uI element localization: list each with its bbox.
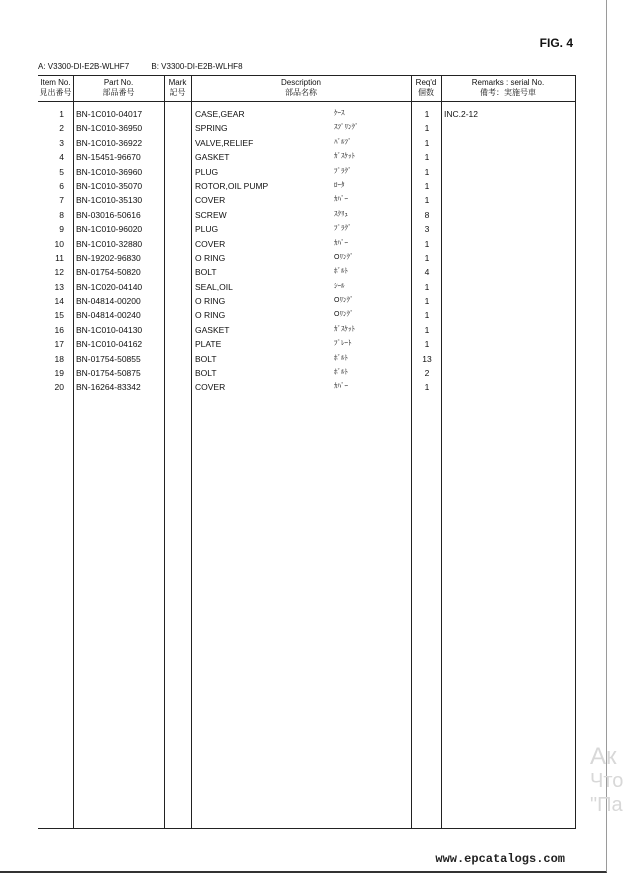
katakana-cell: ﾎﾞﾙﾄ	[334, 268, 348, 276]
table-row	[38, 352, 575, 366]
header-mark: Mark 記号	[168, 78, 187, 97]
katakana-cell: Oﾘﾝｸﾞ	[334, 311, 354, 319]
quantity-cell: 1	[424, 382, 430, 393]
parts-rows	[38, 107, 575, 395]
description-cell: BOLT	[195, 267, 217, 278]
part-no-cell: BN-03016-50616	[76, 209, 141, 220]
quantity-cell: 1	[424, 339, 430, 350]
table-row	[38, 150, 575, 164]
header-item-no: Item No. 見出番号	[39, 78, 72, 97]
katakana-cell: ﾌﾟﾗｸﾞ	[334, 167, 352, 175]
item-no-cell: 17	[54, 339, 64, 350]
table-row	[38, 136, 575, 150]
part-no-cell: BN-1C010-36922	[76, 137, 143, 148]
table-row	[38, 165, 575, 179]
part-no-cell: BN-16264-83342	[76, 382, 141, 393]
table-row	[38, 337, 575, 351]
description-cell: COVER	[195, 195, 226, 206]
part-no-cell: BN-19202-96830	[76, 252, 141, 263]
quantity-cell: 3	[424, 224, 430, 235]
description-cell: O RING	[195, 252, 226, 263]
item-no-cell: 4	[59, 152, 64, 163]
quantity-cell: 1	[424, 166, 430, 177]
katakana-cell: ｶﾊﾞｰ	[334, 196, 348, 204]
table-row	[38, 294, 575, 308]
item-no-cell: 3	[59, 137, 64, 148]
description-cell: VALVE,RELIEF	[195, 137, 254, 148]
item-no-cell: 18	[54, 353, 64, 364]
part-no-cell: BN-1C010-04017	[76, 109, 143, 119]
item-no-cell: 20	[54, 382, 64, 393]
quantity-cell: 1	[424, 296, 430, 307]
model-a: A: V3300-DI-E2B-WLHF7	[38, 62, 130, 71]
item-no-cell: 9	[59, 224, 64, 235]
katakana-cell: ﾌﾟﾚｰﾄ	[334, 340, 352, 348]
description-cell: PLUG	[195, 224, 219, 235]
quantity-cell: 1	[424, 152, 430, 163]
part-no-cell: BN-1C010-35130	[76, 195, 143, 206]
quantity-cell: 1	[424, 123, 430, 134]
part-no-cell: BN-1C010-96020	[76, 224, 143, 235]
katakana-cell: ｼｰﾙ	[334, 282, 345, 290]
part-no-cell: BN-1C010-04130	[76, 324, 143, 335]
description-cell: SCREW	[195, 209, 227, 220]
table-row	[38, 208, 575, 222]
item-no-cell: 10	[54, 238, 64, 249]
quantity-cell: 1	[424, 137, 430, 148]
part-no-cell: BN-01754-50875	[76, 368, 141, 379]
header-reqd: Req'd 個数	[415, 78, 437, 97]
table-row	[38, 193, 575, 207]
part-no-cell: BN-04814-00200	[76, 296, 141, 307]
quantity-cell: 1	[424, 180, 430, 191]
katakana-cell: ｽｸﾘｭ	[334, 210, 348, 218]
katakana-cell: Oﾘﾝｸﾞ	[334, 297, 354, 305]
table-row	[38, 366, 575, 380]
figure-label: FIG. 4	[539, 36, 573, 50]
table-row	[38, 265, 575, 279]
table-row	[38, 179, 575, 193]
model-b: B: V3300-DI-E2B-WLHF8	[151, 62, 243, 71]
description-cell: PLUG	[195, 166, 219, 177]
description-cell: ROTOR,OIL PUMP	[195, 180, 269, 191]
part-no-cell: BN-1C020-04140	[76, 281, 143, 292]
quantity-cell: 1	[424, 281, 430, 292]
katakana-cell: ﾌﾟﾗｸﾞ	[334, 225, 352, 233]
katakana-cell: Oﾘﾝｸﾞ	[334, 253, 354, 261]
quantity-cell: 8	[424, 209, 430, 220]
model-list	[38, 62, 243, 71]
part-no-cell: BN-01754-50855	[76, 353, 141, 364]
item-no-cell: 19	[54, 368, 64, 379]
table-row	[38, 237, 575, 251]
katakana-cell: ﾊﾞﾙﾌﾞ	[334, 138, 352, 146]
item-no-cell: 1	[59, 109, 64, 119]
part-no-cell: BN-1C010-36950	[76, 123, 143, 134]
quantity-cell: 1	[424, 109, 430, 119]
quantity-cell: 13	[422, 353, 432, 364]
description-cell: COVER	[195, 382, 226, 393]
part-no-cell: BN-04814-00240	[76, 310, 141, 321]
description-cell: PLATE	[195, 339, 222, 350]
katakana-cell: ﾎﾞﾙﾄ	[334, 369, 348, 377]
description-cell: CASE,GEAR	[195, 109, 245, 119]
quantity-cell: 1	[424, 310, 430, 321]
table-row	[38, 251, 575, 265]
item-no-cell: 7	[59, 195, 64, 206]
watermark: Ак Что "Па	[590, 743, 623, 816]
remarks-cell: INC.2-12	[444, 109, 479, 119]
item-no-cell: 5	[59, 166, 64, 177]
katakana-cell: ﾎﾞﾙﾄ	[334, 354, 348, 362]
part-no-cell: BN-1C010-32880	[76, 238, 143, 249]
table-row	[38, 308, 575, 322]
quantity-cell: 4	[424, 267, 430, 278]
part-no-cell: BN-1C010-35070	[76, 180, 143, 191]
description-cell: SPRING	[195, 123, 228, 134]
quantity-cell: 2	[424, 368, 430, 379]
description-cell: BOLT	[195, 368, 217, 379]
description-cell: O RING	[195, 310, 226, 321]
item-no-cell: 11	[55, 252, 64, 263]
table-row	[38, 222, 575, 236]
header-part-no: Part No. 部品番号	[102, 78, 135, 97]
item-no-cell: 13	[54, 281, 64, 292]
katakana-cell: ｶﾊﾞｰ	[334, 383, 348, 391]
part-no-cell: BN-15451-96670	[76, 152, 141, 163]
katakana-cell: ｶﾞｽｹｯﾄ	[334, 153, 355, 161]
table-row	[38, 121, 575, 135]
quantity-cell: 1	[424, 195, 430, 206]
quantity-cell: 1	[424, 324, 430, 335]
table-row	[38, 107, 575, 121]
header-divider	[38, 101, 575, 102]
item-no-cell: 14	[54, 296, 64, 307]
table-row	[38, 323, 575, 337]
katakana-cell: ｶﾞｽｹｯﾄ	[334, 325, 355, 333]
item-no-cell: 2	[59, 123, 64, 134]
item-no-cell: 8	[59, 209, 64, 220]
katakana-cell: ｶﾊﾞｰ	[334, 239, 348, 247]
header-remarks: Remarks : serial No. 備考：実施号車	[471, 78, 545, 97]
quantity-cell: 1	[424, 238, 430, 249]
description-cell: GASKET	[195, 152, 230, 163]
footer-website: www.epcatalogs.com	[435, 852, 565, 866]
item-no-cell: 16	[54, 324, 64, 335]
katakana-cell: ﾛｰﾀ	[334, 181, 345, 189]
katakana-cell: ｽﾌﾟﾘﾝｸﾞ	[334, 124, 359, 132]
part-no-cell: BN-1C010-36960	[76, 166, 143, 177]
description-cell: COVER	[195, 238, 226, 249]
quantity-cell: 1	[424, 252, 430, 263]
header-description: Description 部品名称	[280, 78, 321, 97]
part-no-cell: BN-1C010-04162	[76, 339, 143, 350]
description-cell: SEAL,OIL	[195, 281, 233, 292]
part-no-cell: BN-01754-50820	[76, 267, 141, 278]
item-no-cell: 6	[59, 180, 64, 191]
parts-table	[38, 75, 576, 829]
katakana-cell: ｹｰｽ	[334, 110, 345, 117]
description-cell: O RING	[195, 296, 226, 307]
item-no-cell: 15	[54, 310, 64, 321]
item-no-cell: 12	[54, 267, 64, 278]
table-row	[38, 380, 575, 394]
description-cell: GASKET	[195, 324, 230, 335]
table-row	[38, 280, 575, 294]
description-cell: BOLT	[195, 353, 217, 364]
